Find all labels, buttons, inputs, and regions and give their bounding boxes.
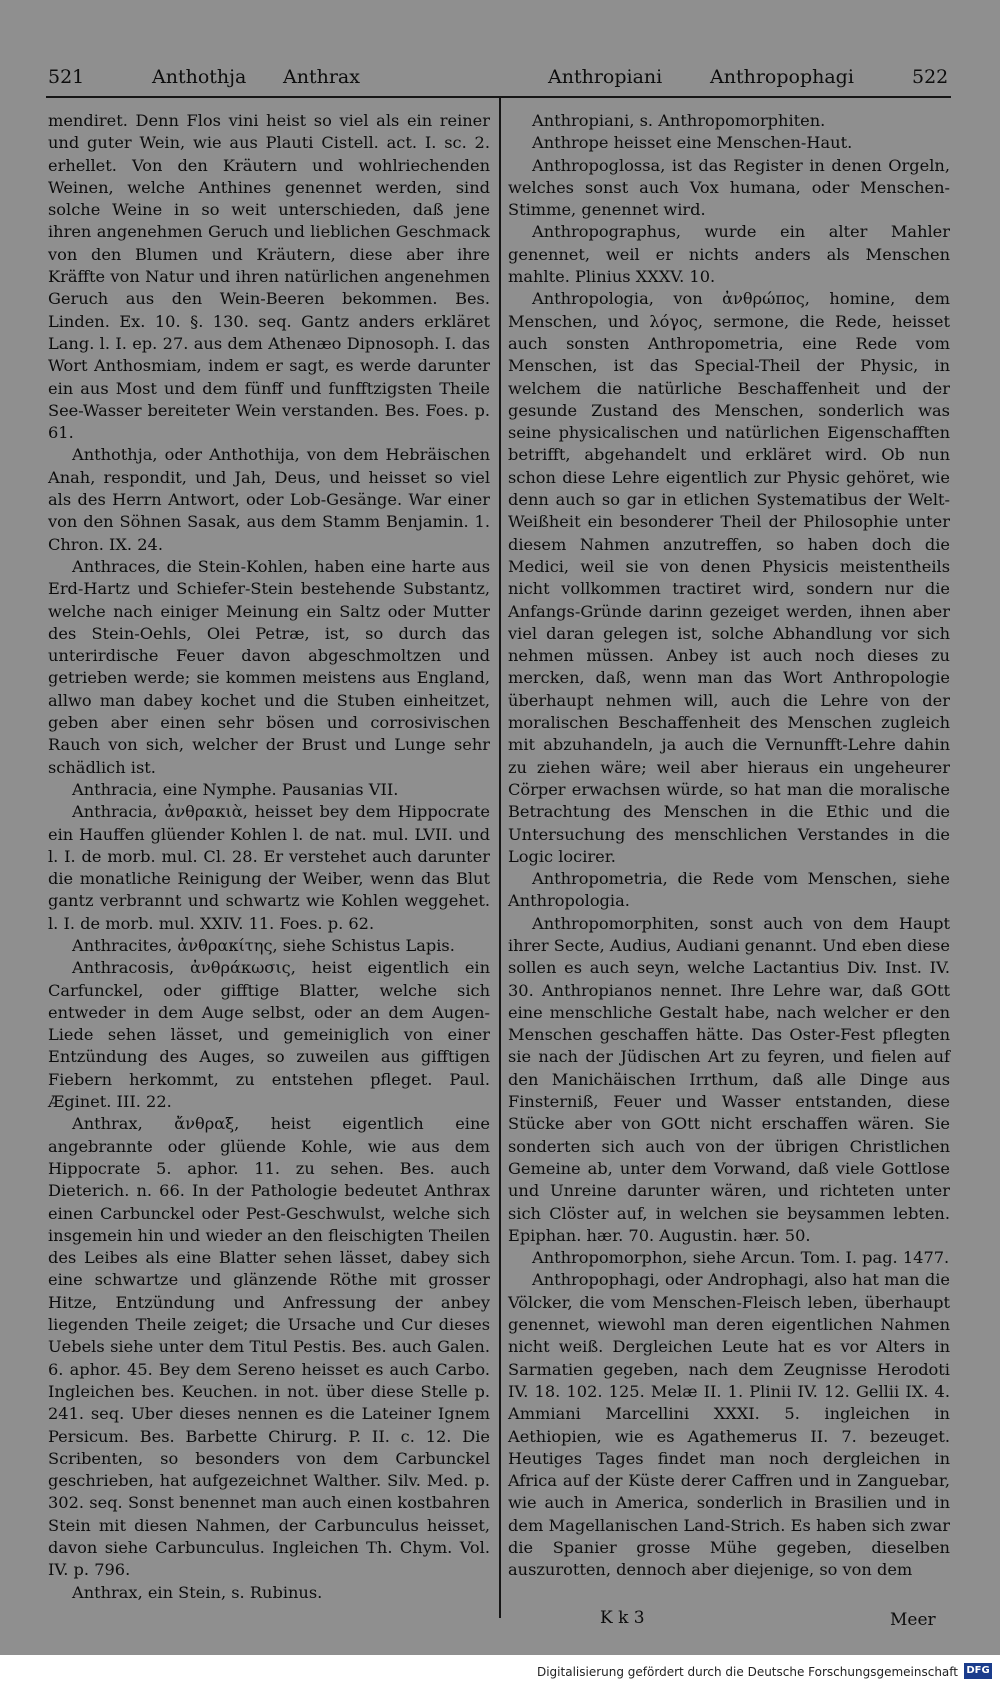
signature-mark: K k 3: [600, 1608, 645, 1628]
right-header-word-1: Anthropiani: [548, 66, 663, 88]
entry-paragraph: Anthropoglossa, ist das Register in denen Orgeln, welches sonst auch Vox humana, oder Menschen-Stimme, genennet wird.: [508, 155, 950, 220]
entry-paragraph: Anthropophagi, oder Androphagi, also hat man die Völcker, die vom Menschen-Fleisch leben, überhaupt genennet, wiewohl man deren eigentlichen Nahmen nicht weiß. Dergleichen Leute hat es vor Alters in Sarmatien gegeben, nach dem Zeugnisse Herodoti IV. 18. 102. 125. Melæ II. 1. Plinii IV. 12. Gellii IX. 4. Ammiani Marcellini XXXI. 5. ingleichen in Aethiopien, wie es Agathemerus II. 7. bezeuget. Heutiges Tages findet man noch dergleichen in Africa auf der Küste derer Caffren und in Zanguebar, wie auch in America, sonderlich in Brasilien und in dem Magellanischen Land-Strich. Es haben sich zwar die Spanier grosse Mühe gegeben, dieselben auszurotten, dennoch aber diejenige, so von dem: [508, 1270, 950, 1580]
right-header-word-2: Anthropophagi: [710, 66, 854, 88]
column-divider: [499, 96, 501, 1618]
left-column: [48, 110, 490, 1604]
left-page-number: 521: [48, 66, 85, 88]
entry-paragraph: Anthracites, ἀνθρακίτης, siehe Schistus Lapis.: [72, 935, 455, 955]
entry-paragraph: Anthrax, ἄνθραξ, heist eigentlich eine angebrannte oder glüende Kohle, wie aus dem Hippocrate 5. aphor. 11. zu sehen. Bes. auch Dieterich. n. 66. In der Pathologie bedeutet Anthrax einen Carbunckel oder Pest-Geschwulst, welche sich insgemein hin und wieder an den fleischigten Theilen des Leibes als eine Blatter sehen lässet, dabey sich eine schwartze und glänzende Röthe mit grosser Hitze, Entzündung und Anfressung der anbey liegenden Theile zeiget; die Ursache und Cur dieses Uebels siehe unter dem Titul Pestis. Bes. auch Galen. 6. aphor. 45. Bey dem Sereno heisset es auch Carbo. Ingleichen bes. Keuchen. in not. über diese Stelle p. 241. seq. Uber dieses nennen es die Lateiner Ignem Persicum. Bes. Barbette Chirurg. P. II. c. 12. Die Scribenten, so besonders von dem Carbunckel geschrieben, hat aufgezeichnet Walther. Silv. Med. p. 302. seq. Sonst benennet man auch einen kostbahren Stein mit diesen Nahmen, der Carbunculus heisset, davon siehe Carbunculus. Ingleichen Th. Chym. Vol. IV. p. 796.: [48, 1114, 490, 1580]
entry-paragraph: Anthracia, ἀνθρακιὰ, heisset bey dem Hippocrate ein Hauffen glüender Kohlen l. de nat. mul. LVII. und l. I. de morb. mul. Cl. 28. Er verstehet auch darunter die monatliche Reinigung der Weiber, wenn das Blut gantz verbrannt und schwartz wie Kohlen weggehet. l. I. de morb. mul. XXIV. 11. Foes. p. 62.: [48, 802, 490, 933]
entry-paragraph: Anthropomorphiten, sonst auch von dem Haupt ihrer Secte, Audius, Audiani genannt. Und eben diese sollen es auch seyn, welche Lactantius Div. Inst. IV. 30. Anthropianos nennet. Ihre Lehre war, daß GOtt eine menschliche Gestalt habe, nach welcher er den Menschen geschaffen hätte. Das Oster-Fest pflegten sie nach der Jüdischen Art zu feyren, und fielen auf den Manichäischen Irrthum, daß alle Dinge aus Finsterniß, Feuer und Wasser entstanden, diese Stücke aber von GOtt nicht erschaffen wären. Sie sonderten sich auch von der übrigen Christlichen Gemeine ab, unter dem Vorwand, daß viele Gottlose und Unreine darunter wären, und richteten unter sich Clöster auf, in welchen sie beysammen lebten. Epiphan. hær. 70. Augustin. hær. 50.: [508, 913, 950, 1245]
entry-paragraph: Anthropiani, s. Anthropomorphiten.: [532, 111, 826, 130]
footer-text: Digitalisierung gefördert durch die Deutsche Forschungsgemeinschaft: [536, 1665, 958, 1679]
left-header-word-1: Anthothja: [152, 66, 247, 88]
entry-paragraph: Anthraces, die Stein-Kohlen, haben eine harte aus Erd-Hartz und Schiefer-Stein bestehende Substantz, welche nach einiger Meinung ein Saltz oder Mutter des Stein-Oehls, Olei Petræ, ist, so durch das unterirdische Feuer davon abgeschmoltzen und getrieben werde; sie kommen meistens aus England, allwo man dabey kochet und die Stuben einheitzet, geben aber einen sehr bösen und corrosivischen Rauch von sich, welcher der Brust und Lunge sehr schädlich ist.: [48, 556, 490, 777]
right-column: [508, 110, 950, 1582]
entry-paragraph: Anthropologia, von ἀνθρώπος, homine, dem Menschen, und λόγος, sermone, die Rede, heisset auch sonsten Anthropometria, eine Rede vom Menschen, ist das Special-Theil der Physic, in welchem die natürliche Beschaffenheit und der gesunde Zustand des Menschen, sonderlich was seine physicalischen und natürlichen Eigenschafften betrifft, abgehandelt und erkläret wird. Ob nun schon diese Lehre eigentlich zur Physic gehöret, wie denn auch so gar in etlichen Systematibus der Welt-Weißheit ein besonderer Theil der Philosophie unter diesem Nahmen anzutreffen, so haben doch die Medici, weil sie von denen Physicis meistentheils nicht vollkommen tractiret wird, sondern nur die Anfangs-Gründe darinn gezeiget werden, ihnen aber viel daran gelegen ist, solche Abhandlung vor sich nehmen müssen. Anbey ist auch noch dieses zu mercken, daß, wenn man das Wort Anthropologie überhaupt nehmen will, auch die Lehre von der moralischen Beschaffenheit des Menschen zugleich mit abzuhandeln, ja auch die Vernunfft-Lehre dahin zu ziehen wäre; weil aber hieraus ein ungeheurer Cörper erwachsen würde, so hat man die moralische Betrachtung des Menschen in die Ethic und die Untersuchung des menschlichen Verstandes in die Logic locirer.: [508, 289, 950, 866]
entry-paragraph: Anthracia, eine Nymphe. Pausanias VII.: [72, 779, 399, 799]
entry-paragraph: Anthropographus, wurde ein alter Mahler genennet, weil er nichts anders als Menschen mahlte. Plinius XXXV. 10.: [508, 222, 950, 287]
left-header-word-2: Anthrax: [283, 66, 360, 88]
entry-paragraph: Anthrax, ein Stein, s. Rubinus.: [72, 1582, 323, 1602]
footer-bar: [0, 1655, 1000, 1692]
right-page-number: 522: [912, 66, 949, 88]
entry-paragraph: mendiret. Denn Flos vini heist so viel als ein reiner und guter Wein, wie aus Plauti Cistell. act. I. sc. 2. erhellet. Von den Kräutern und wohlriechenden Weinen, welche Anthines genennet werden, sind solche Weine in so weit unterschieden, daß jene ihren angenehmen Geruch und lieblichen Geschmack von den Blumen und Kräutern, diese aber ihre Kräffte von Natur und ihren natürlichen angenehmen Geruch aus den Wein-Beeren bekommen. Bes. Linden. Ex. 10. §. 130. seq. Gantz anders erkläret Lang. l. I. ep. 27. aus dem Athenæo Dipnosoph. I. das Wort Anthosmiam, indem er sagt, es werde darunter ein aus Most und dem fünff und funfftzigsten Theile See-Wasser bereiteter Wein verstanden. Bes. Foes. p. 61.: [48, 111, 490, 443]
entry-paragraph: Anthracosis, ἀνθράκωσις, heist eigentlich ein Carfunckel, oder gifftige Blatter, welche sich entweder in dem Auge selbst, oder an dem Augen-Liede sehen lässet, und gemeiniglich von einer Entzündung des Auges, so zuweilen aus gifftigen Fiebern herkommt, zu entstehen pfleget. Paul. Æginet. III. 22.: [48, 958, 490, 1112]
dfg-logo: DFG: [964, 1663, 992, 1679]
entry-paragraph: Anthrope heisset eine Menschen-Haut.: [532, 133, 853, 153]
entry-paragraph: Anthothja, oder Anthothija, von dem Hebräischen Anah, respondit, und Jah, Deus, und heisset so viel als des Herrn Antwort, oder Lob-Gesänge. War einer von den Söhnen Sasak, aus dem Stamm Benjamin. 1. Chron. IX. 24.: [48, 445, 490, 554]
catchword: Meer: [890, 1610, 936, 1630]
entry-paragraph: Anthropomorphon, siehe Arcun. Tom. I. pag. 1477.: [532, 1248, 950, 1268]
entry-paragraph: Anthropometria, die Rede vom Menschen, siehe Anthropologia.: [508, 869, 950, 911]
